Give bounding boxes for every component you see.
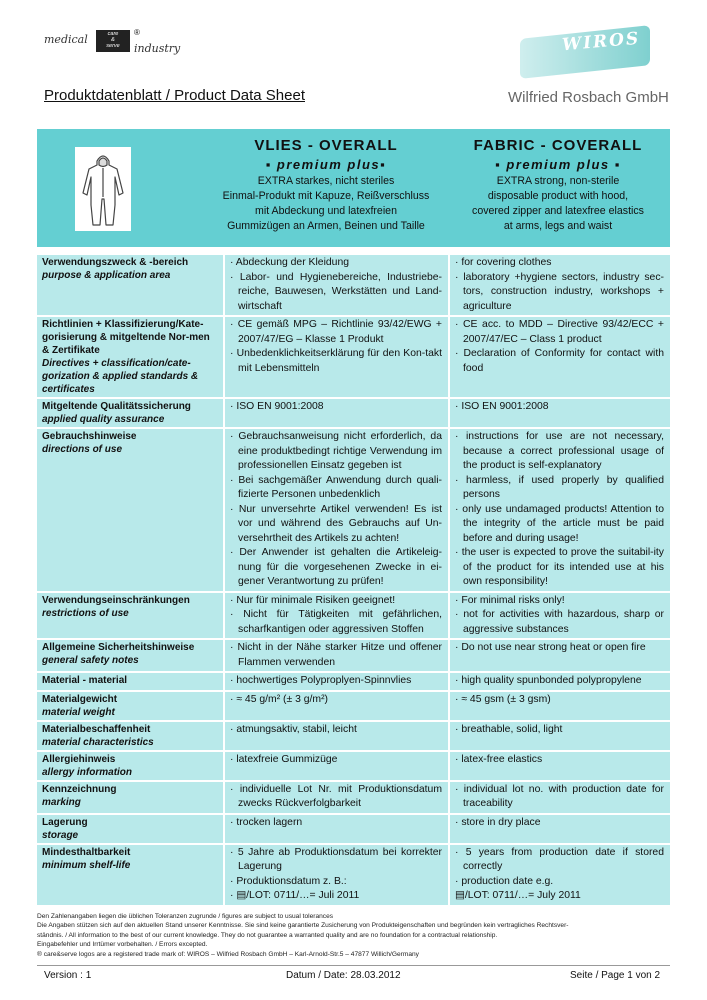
- product-header-english: [451, 137, 665, 234]
- spec-item: · CE gemäß MPG – Richtlinie 93/42/EWG + 2007/47/EG – Klasse 1 Produkt: [230, 319, 442, 345]
- spec-row-label: [37, 815, 223, 843]
- spec-row: [37, 692, 670, 722]
- spec-row: [37, 673, 670, 692]
- spec-value-de: [223, 429, 448, 591]
- spec-item: · CE acc. to MDD – Directive 93/42/ECC + 2007/47/EC – Class 1 product: [455, 319, 664, 345]
- spec-item: · latexfreie Gummizüge: [230, 753, 338, 765]
- spec-item: · 5 years from production date if stored correctly: [455, 846, 664, 872]
- spec-row-label: [37, 782, 223, 813]
- spec-value-en: [448, 752, 670, 780]
- footnote-line: Eingabefehler und Irrtümer vorbehalten. / Errors excepted.: [37, 941, 208, 949]
- spec-row-label: [37, 429, 223, 591]
- spec-value-de: [223, 815, 448, 843]
- spec-value-de: [223, 845, 448, 905]
- spec-item: · Nicht in der Nähe starker Hitze und offener Flammen verwenden: [230, 642, 442, 668]
- spec-row: [37, 255, 670, 317]
- product-variant-de: ▪ premium plus▪: [265, 157, 387, 172]
- spec-item: · ▤/LOT: 0711/…= Juli 2011: [230, 890, 360, 901]
- spec-item: · ISO EN 9001:2008: [455, 401, 549, 412]
- spec-label-en: material weight: [42, 706, 115, 718]
- spec-value-en: [448, 692, 670, 720]
- desc-line: at arms, legs and waist: [503, 220, 613, 232]
- spec-item: · Declaration of Conformity for contact with food: [455, 348, 664, 374]
- spec-label-en: applied quality assurance: [42, 414, 165, 425]
- spec-value-en: [448, 593, 670, 639]
- spec-value-de: [223, 255, 448, 315]
- logo-industry-text: industry: [134, 42, 181, 55]
- spec-row: [37, 640, 670, 673]
- spec-row: [37, 782, 670, 815]
- spec-label-en: general safety notes: [42, 655, 139, 666]
- company-name: Wilfried Rosbach GmbH: [508, 89, 669, 106]
- spec-row-label: [37, 593, 223, 639]
- wiros-logo: [510, 20, 660, 80]
- logo-amp-text: &: [111, 37, 115, 43]
- spec-label-en: purpose & application area: [42, 270, 171, 281]
- logo-registered-mark: ®: [134, 28, 140, 37]
- desc-line: Gummizügen an Armen, Beinen und Taille: [227, 220, 425, 232]
- spec-row-label: [37, 722, 223, 750]
- desc-line: covered zipper and latexfree elastics: [472, 205, 644, 217]
- desc-line: disposable product with hood,: [487, 190, 629, 202]
- spec-item: · ≈ 45 gsm (± 3 gsm): [455, 693, 551, 705]
- spec-label-en: marking: [42, 796, 81, 808]
- spec-item: · atmungsaktiv, stabil, leicht: [230, 723, 357, 735]
- spec-value-de: [223, 593, 448, 639]
- product-description-de: [219, 174, 433, 234]
- spec-value-en: [448, 399, 670, 427]
- logo-serve-text: serve: [106, 43, 120, 49]
- spec-item: · production date e.g.: [455, 875, 554, 887]
- spec-item: · ISO EN 9001:2008: [230, 401, 324, 412]
- footer-divider: [37, 965, 670, 966]
- spec-value-de: [223, 673, 448, 690]
- coverall-figure-image: [75, 147, 131, 231]
- product-variant-en: ▪ premium plus ▪: [495, 157, 621, 172]
- spec-row-label: [37, 845, 223, 905]
- spec-label-de: Allergiehinweis: [42, 753, 116, 765]
- spec-row: [37, 845, 670, 907]
- spec-label-de: Materialgewicht: [42, 693, 118, 705]
- spec-row-label: [37, 752, 223, 780]
- spec-row-label: [37, 255, 223, 315]
- spec-row-label: [37, 399, 223, 427]
- product-header-german: [219, 137, 433, 234]
- spec-item: · Labor- und Hygienebereiche, Industriebe-reiche, Bauwesen, Werkstätten und Land-wirtschaft: [230, 271, 442, 312]
- spec-item: · Produktionsdatum z. B.:: [230, 875, 347, 887]
- spec-table: [37, 255, 670, 907]
- spec-item: · the user is expected to prove the suitabil-ity of the product for its intended use at his own responsibility!: [455, 547, 664, 587]
- spec-item: · ≈ 45 g/m² (± 3 g/m²): [230, 693, 329, 705]
- spec-value-de: [223, 317, 448, 397]
- product-name-de: VLIES - OVERALL: [254, 137, 398, 154]
- spec-label-en: Directives + classification/cate-gorization & applied standards & certificates: [42, 358, 199, 395]
- footnote-line: ® care&serve logos are a registered trade mark of: WIROS – Wilfried Rosbach GmbH – Karl-Arnold-Str.5 – 47877 Willich/Germany: [37, 950, 419, 958]
- spec-value-de: [223, 640, 448, 671]
- spec-item: · not for activities with hazardous, sharp or aggressive substances: [455, 609, 664, 635]
- logo-care-text: care: [107, 31, 119, 37]
- spec-row-label: [37, 317, 223, 397]
- spec-label-en: storage: [42, 829, 79, 841]
- spec-item: · Der Anwender ist gehalten die Artikeleig-nung für die vorgesehenen Zwecke in ei-gener Verantwortung zu prüfen!: [230, 547, 442, 587]
- spec-label-de: Verwendungszweck & -bereich: [42, 257, 189, 268]
- spec-item: · Nur unversehrte Artikel verwenden! Es ist vor und während des Gebrauchs auf Un-versehrtheit des Artikels zu achten!: [230, 503, 442, 544]
- spec-item: · Gebrauchsanweisung nicht erforderlich, da eine produktbedingt richtige Verwendung im professionellen Einsatz gegeben ist: [230, 431, 442, 471]
- spec-item: · Do not use near strong heat or open fire: [455, 642, 646, 653]
- spec-value-en: [448, 722, 670, 750]
- spec-item: · harmless, if used properly by qualified persons: [455, 474, 664, 500]
- product-description-en: [451, 174, 665, 234]
- desc-line: mit Abdeckung und latexfreien: [255, 205, 397, 217]
- spec-item: · Bei sachgemäßer Anwendung durch quali-fizierte Personen unbedenklich: [230, 474, 442, 500]
- spec-value-de: [223, 692, 448, 720]
- coverall-icon: [75, 147, 131, 231]
- spec-item: · for covering clothes: [455, 257, 552, 268]
- spec-value-de: [223, 752, 448, 780]
- spec-value-en: [448, 429, 670, 591]
- spec-label-de: Verwendungseinschränkungen: [42, 594, 190, 606]
- spec-item: · breathable, solid, light: [455, 723, 563, 735]
- spec-item: · Nicht für Tätigkeiten mit gefährlichen, scharfkantigen oder aggressiven Stoffen: [230, 609, 442, 635]
- spec-label-de: Kennzeichnung: [42, 783, 117, 795]
- spec-item: · For minimal risks only!: [455, 594, 565, 606]
- spec-label-de: Materialbeschaffenheit: [42, 723, 151, 735]
- spec-item: · only use undamaged products! Attention to the integrity of the article must be paid before and during usage!: [455, 503, 664, 544]
- spec-value-en: [448, 782, 670, 813]
- product-name-en: FABRIC - COVERALL: [473, 137, 643, 154]
- product-header: [37, 129, 670, 247]
- spec-label-de: Allgemeine Sicherheitshinweise: [42, 642, 195, 653]
- page-number: Seite / Page 1 von 2: [570, 970, 661, 981]
- spec-row-label: [37, 640, 223, 671]
- logo-box: [96, 30, 130, 52]
- spec-item: · laboratory +hygiene sectors, industry sec-tors, construction industry, workshops + agriculture: [455, 271, 664, 312]
- version-label: Version : 1: [44, 970, 92, 981]
- spec-row-label: [37, 673, 223, 690]
- spec-row: [37, 815, 670, 845]
- spec-value-en: [448, 815, 670, 843]
- spec-label-en: directions of use: [42, 444, 123, 455]
- spec-label-de: Gebrauchshinweise: [42, 431, 137, 442]
- spec-item: · high quality spunbonded polypropylene: [455, 675, 642, 686]
- spec-label-de: Richtlinien + Klassifizierung/Kate-gorisierung & mitgeltende Nor-men & Zertifikate: [42, 319, 210, 356]
- spec-value-en: [448, 673, 670, 690]
- spec-row: [37, 593, 670, 641]
- spec-row: [37, 399, 670, 429]
- spec-label-de: Mitgeltende Qualitätssicherung: [42, 401, 191, 412]
- spec-item: · instructions for use are not necessary, because a correct professional usage of the product is self-explanatory: [455, 431, 664, 471]
- desc-line: Einmal-Produkt mit Kapuze, Reißverschluss: [222, 190, 430, 202]
- footnote-line: ständnis. / All information to the best of our current knowledge. They do not guarantee a warranted quality and are no foundation for a contractual relationship.: [37, 931, 498, 939]
- page-title: Produktdatenblatt / Product Data Sheet: [44, 87, 305, 104]
- spec-item: · individuelle Lot Nr. mit Produktionsdatum zwecks Rückverfolgbarkeit: [230, 783, 442, 809]
- spec-label-en: allergy information: [42, 766, 133, 778]
- logo-medical-text: medical: [44, 33, 88, 46]
- spec-value-en: [448, 255, 670, 315]
- spec-item: · store in dry place: [455, 816, 541, 828]
- spec-value-en: [448, 845, 670, 905]
- spec-item: ▤/LOT: 0711/…= July 2011: [455, 890, 581, 901]
- desc-line: EXTRA strong, non-sterile: [496, 175, 620, 187]
- spec-item: · 5 Jahre ab Produktionsdatum bei korrekter Lagerung: [230, 846, 442, 872]
- spec-item: · latex-free elastics: [455, 753, 543, 765]
- spec-item: · Nur für minimale Risiken geeignet!: [230, 594, 396, 606]
- spec-row-label: [37, 692, 223, 720]
- wiros-logo-text: WIROS: [561, 28, 641, 56]
- spec-label-en: restrictions of use: [42, 607, 129, 619]
- footnote-line: Die Angaben stützen sich auf den aktuellen Stand unserer Kenntnisse. Sie sind keine garantierte Zusicherung von Produkteigenschaften und begründen kein vertragliches Rechtsver-: [37, 922, 569, 930]
- spec-label-de: Material - material: [42, 675, 128, 686]
- spec-row: [37, 317, 670, 399]
- spec-row: [37, 429, 670, 593]
- spec-value-de: [223, 399, 448, 427]
- spec-item: · Abdeckung der Kleidung: [230, 257, 349, 268]
- care-serve-logo: [44, 30, 224, 56]
- spec-item: · hochwertiges Polyproplyen-Spinnvlies: [230, 675, 412, 686]
- spec-item: · trocken lagern: [230, 816, 303, 828]
- spec-item: · individual lot no. with production date for traceability: [455, 783, 664, 809]
- spec-label-en: material characteristics: [42, 736, 154, 748]
- spec-row: [37, 752, 670, 782]
- date-label: Datum / Date: 28.03.2012: [286, 970, 401, 981]
- desc-line: EXTRA starkes, nicht steriles: [257, 175, 395, 187]
- spec-value-en: [448, 640, 670, 671]
- spec-value-de: [223, 782, 448, 813]
- spec-value-de: [223, 722, 448, 750]
- spec-item: · Unbedenklichkeitserklärung für den Kon-takt mit Lebensmitteln: [230, 348, 442, 374]
- spec-label-de: Lagerung: [42, 816, 88, 828]
- spec-label-en: minimum shelf-life: [42, 859, 131, 871]
- spec-label-de: Mindesthaltbarkeit: [42, 846, 131, 858]
- spec-value-en: [448, 317, 670, 397]
- footnote-line: Den Zahlenangaben liegen die üblichen Toleranzen zugrunde / figures are subject to usual tolerances: [37, 913, 334, 920]
- footnotes: [37, 912, 670, 959]
- spec-row: [37, 722, 670, 752]
